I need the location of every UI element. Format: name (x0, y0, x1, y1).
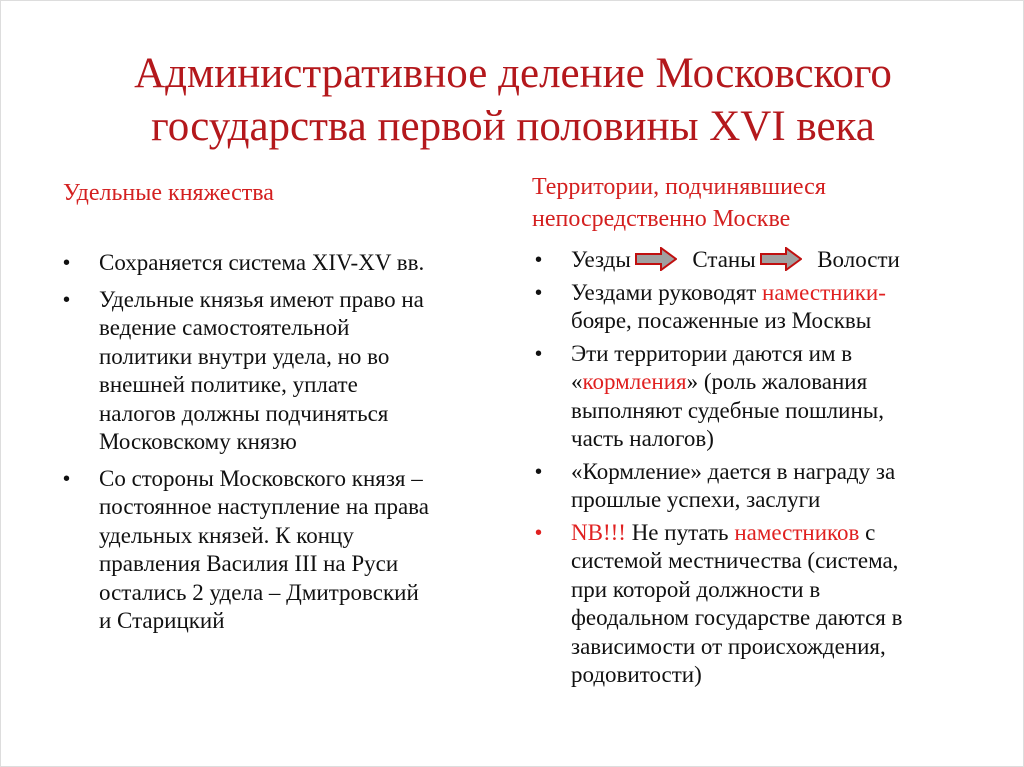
text-segment: феодальном государстве даются в (571, 605, 903, 630)
text-segment: «Кормление» дается в награду за (571, 458, 896, 484)
text-line (571, 604, 902, 633)
text-segment: Московскому князю (99, 429, 297, 454)
text-line (99, 343, 429, 372)
bullet-item (535, 519, 903, 690)
bullet-item (535, 458, 902, 515)
text-segment: системой местничества (система, (571, 548, 899, 573)
text-segment: и Старицкий (99, 608, 225, 633)
text-segment: бояре, посаженные из Москвы (571, 308, 872, 333)
text-segment: родовитости) (571, 662, 702, 687)
bullet-marker: • (63, 467, 71, 490)
text-segment: Станы (680, 247, 756, 272)
text-segment: удельных князей. К концу (99, 522, 354, 548)
text-line (99, 314, 429, 343)
text-line (99, 550, 429, 579)
slide-title-line1: Административное деление Московского (134, 50, 892, 97)
text-line (571, 486, 902, 515)
highlighted-term: кормления (582, 369, 687, 394)
text-line (99, 579, 429, 608)
text-segment: выполняют судебные пошлины, (571, 397, 884, 423)
text-line (571, 661, 902, 690)
text-segment: налогов должны подчиняться (99, 400, 389, 426)
text-line (571, 547, 902, 576)
text-line (99, 400, 429, 429)
text-segment: Сохраняется система XIV-XV вв. (99, 250, 425, 275)
bullet-marker: • (535, 342, 543, 365)
text-line (99, 249, 429, 278)
text-segment: часть налогов) (571, 426, 714, 451)
text-segment: при которой должности в (571, 576, 821, 602)
text-segment: правления Василия III на Руси (99, 551, 399, 576)
left-bullet-list (63, 249, 429, 636)
slide-title-line2: государства первой половины XVI века (151, 103, 875, 150)
text-segment: ведение самостоятельной (99, 315, 350, 340)
bullet-item (63, 465, 429, 636)
text-line (571, 397, 902, 426)
text-line (99, 428, 429, 457)
text-line (571, 246, 902, 275)
text-segment: » (роль жалования (686, 369, 868, 394)
text-line (99, 465, 429, 494)
right-arrow-icon (635, 247, 677, 271)
left-heading: Удельные княжества (63, 180, 274, 206)
bullet-item (535, 279, 902, 336)
text-segment: Не путать (625, 519, 735, 545)
text-segment: Со стороны Московского князя – (99, 465, 423, 491)
right-arrow-icon (760, 247, 802, 271)
highlighted-term: NB!!! (571, 519, 626, 545)
bullet-item (63, 249, 429, 278)
text-segment: остались 2 удела – Дмитровский (99, 579, 419, 605)
text-segment: Уездами руководят (571, 279, 763, 305)
text-line (571, 368, 902, 397)
highlighted-term: наместников (734, 519, 860, 545)
right-bullet-list (535, 246, 903, 690)
text-line (571, 340, 902, 369)
text-line (571, 576, 902, 605)
text-line (571, 307, 902, 336)
text-line (571, 458, 902, 487)
bullet-marker: • (535, 460, 543, 483)
text-line (99, 522, 429, 551)
text-line (571, 519, 902, 548)
text-segment: « (571, 369, 583, 394)
text-line (99, 607, 429, 636)
bullet-marker: • (63, 252, 71, 274)
text-line (99, 286, 429, 315)
highlighted-term: наместники- (762, 279, 886, 305)
text-segment: с (859, 519, 876, 545)
right-heading-line1: Территории, подчинявшиеся (532, 174, 826, 200)
right-heading-line2: непосредственно Москве (532, 206, 791, 232)
text-line (571, 279, 902, 308)
bullet-item (63, 286, 429, 457)
text-segment: зависимости от происхождения, (571, 633, 886, 659)
bullet-marker: • (63, 288, 71, 311)
text-segment: прошлые успехи, заслуги (571, 487, 821, 512)
text-segment: Уезды (571, 247, 631, 272)
text-segment: Эти территории даются им в (571, 340, 853, 366)
text-segment: Удельные князья имеют право на (99, 286, 424, 312)
text-line (571, 633, 902, 662)
bullet-marker: • (535, 281, 543, 304)
bullet-item (535, 340, 902, 454)
text-segment: постоянное наступление на права (99, 494, 429, 519)
bullet-marker: • (535, 521, 543, 544)
bullet-item (535, 246, 902, 275)
text-line (99, 371, 429, 400)
text-segment: политики внутри удела, но во (99, 343, 390, 369)
text-line (571, 425, 902, 454)
text-segment: Волости (805, 247, 900, 272)
bullet-marker: • (535, 249, 543, 271)
text-line (99, 493, 429, 522)
text-segment: внешней политике, уплате (99, 372, 358, 397)
